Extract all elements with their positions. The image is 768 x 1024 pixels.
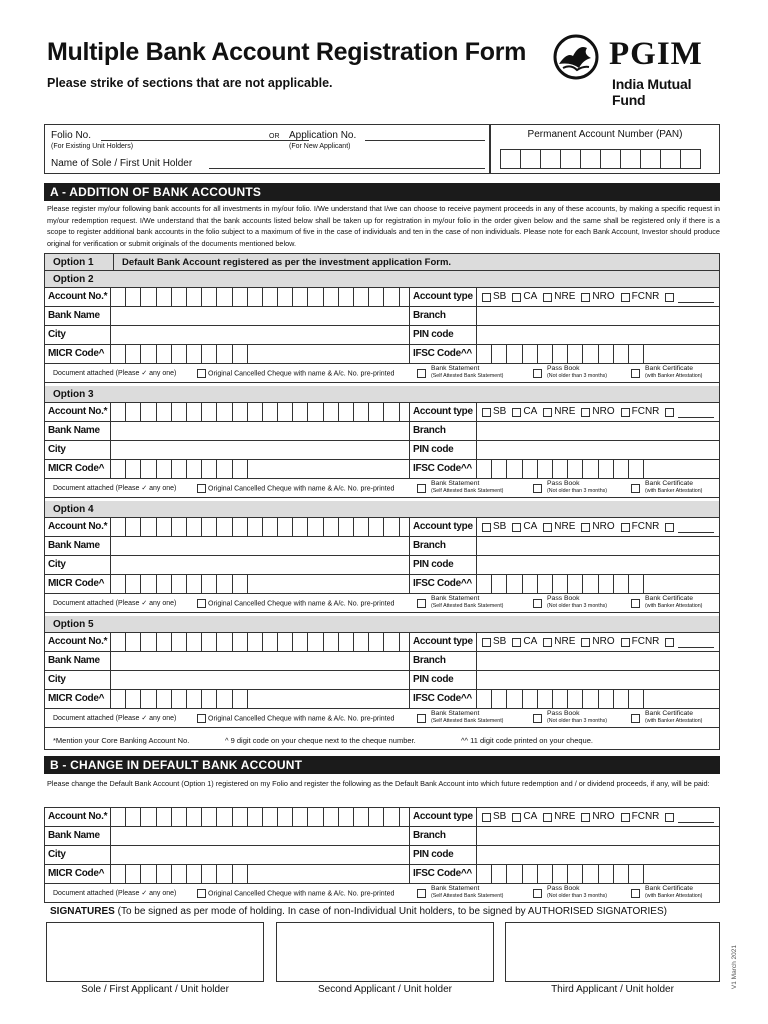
option-5-account-no-input[interactable] xyxy=(111,633,400,651)
default-bank-doc-cheque-label: Original Cancelled Cheque with name & A/c. No. pre-printed xyxy=(208,890,395,898)
option-3-type-other-checkbox[interactable] xyxy=(665,408,674,417)
option-5-doc-passbook xyxy=(547,710,607,725)
signature-label-third: Third Applicant / Unit holder xyxy=(551,984,674,995)
option-5-type-nro-checkbox[interactable] xyxy=(581,638,590,647)
option-3-doc-attached-label: Document attached (Please ✓ any one) xyxy=(53,485,177,492)
option-5-doc-certificate-note: (with Banker Attestation) xyxy=(645,717,703,724)
option-3-type-fcnr-label: FCNR xyxy=(631,406,660,417)
option-1-row xyxy=(45,254,719,271)
option-2-type-sb-checkbox[interactable] xyxy=(482,293,491,302)
option-2-account-no-label: Account No.* xyxy=(45,288,111,306)
option-5-account-row xyxy=(45,633,719,652)
option-3-type-ca-label: CA xyxy=(523,406,538,417)
option-5-doc-certificate-label: Bank Certificate xyxy=(645,710,693,717)
option-3-type-other-input[interactable] xyxy=(678,407,714,418)
option-5-type-ca-label: CA xyxy=(523,636,538,647)
option-5-row: Option 5 xyxy=(45,616,719,633)
option-4-doc-certificate xyxy=(645,595,702,610)
option-4-doc-statement-checkbox[interactable] xyxy=(417,599,426,608)
option-2-doc-cheque-checkbox[interactable] xyxy=(197,369,206,378)
page-subtitle: Please strike of sections that are not applicable. xyxy=(47,76,333,90)
option-2-doc-certificate-note: (with Banker Attestation) xyxy=(645,372,703,379)
signatures-heading-bold: SIGNATURES xyxy=(50,906,115,917)
option-4-bank-name-label: Bank Name xyxy=(45,537,111,555)
option-5-type-sb-label: SB xyxy=(493,636,507,647)
section-b-paragraph: Please change the Default Bank Account (Option 1) registered on my Folio and register the following as the Default Bank Account into which future redemption and / or dividend proceeds, if any, will be paid: xyxy=(47,779,710,788)
option-5-doc-cheque-label: Original Cancelled Cheque with name & A/c. No. pre-printed xyxy=(208,715,395,723)
option-2-type-nre-checkbox[interactable] xyxy=(543,293,552,302)
option-2-documents-row xyxy=(45,364,719,383)
option-4-account-no-label: Account No.* xyxy=(45,518,111,536)
option-3-account-no-input[interactable] xyxy=(111,403,400,421)
option-2-city-row xyxy=(45,326,719,345)
option-4-doc-statement xyxy=(431,595,503,610)
option-5-doc-attached-label: Document attached (Please ✓ any one) xyxy=(53,715,177,722)
application-input[interactable] xyxy=(365,140,485,141)
option-3-type-nre-label: NRE xyxy=(554,406,576,417)
option-5-documents-row xyxy=(45,709,719,728)
section-b-heading: B - CHANGE IN DEFAULT BANK ACCOUNT xyxy=(44,756,720,774)
option-4-doc-passbook-checkbox[interactable] xyxy=(533,599,542,608)
version-label: V1 March 2021 xyxy=(731,945,738,990)
default-bank-doc-statement-checkbox[interactable] xyxy=(417,889,426,898)
option-4-ifsc-label: IFSC Code^^ xyxy=(409,575,477,593)
option-2-code-row xyxy=(45,345,719,364)
option-5-type-nre-label: NRE xyxy=(554,636,576,647)
option-4-type-fcnr-label: FCNR xyxy=(631,521,660,532)
signatures-heading xyxy=(50,906,667,917)
signatures-heading-rest: (To be signed as per mode of holding. In case of non-Individual Unit holders, to be signed by AUTHORISED SIGNATORIES) xyxy=(117,906,667,917)
pgim-logo-icon xyxy=(553,34,599,80)
option-4-doc-statement-label: Bank Statement xyxy=(431,595,480,602)
option-5-doc-cheque-checkbox[interactable] xyxy=(197,714,206,723)
folio-box xyxy=(44,124,490,174)
option-5-doc-certificate xyxy=(645,710,702,725)
option-2-micr-input[interactable] xyxy=(111,345,248,363)
option-2-type-fcnr-label: FCNR xyxy=(631,291,660,302)
option-2-type-other-checkbox[interactable] xyxy=(665,293,674,302)
option-3-code-row xyxy=(45,460,719,479)
option-3-bank-row xyxy=(45,422,719,441)
signature-label-first: Sole / First Applicant / Unit holder xyxy=(81,984,229,995)
option-5-doc-passbook-note: (Not older than 3 months) xyxy=(547,717,608,724)
option-4-type-other-input[interactable] xyxy=(678,522,714,533)
signature-box-third[interactable] xyxy=(505,922,720,982)
option-4-doc-cheque-label: Original Cancelled Cheque with name & A/c. No. pre-printed xyxy=(208,600,395,608)
option-2-micr-label: MICR Code^ xyxy=(45,345,111,363)
option-5-type-fcnr-checkbox[interactable] xyxy=(621,638,630,647)
option-2-doc-certificate-checkbox[interactable] xyxy=(631,369,640,378)
option-2-account-type-label: Account type xyxy=(409,288,477,306)
option-5-micr-label: MICR Code^ xyxy=(45,690,111,708)
option-3-doc-certificate-label: Bank Certificate xyxy=(645,480,693,487)
option-4-code-row xyxy=(45,575,719,594)
option-3-ifsc-label: IFSC Code^^ xyxy=(409,460,477,478)
signature-box-second[interactable] xyxy=(276,922,494,982)
section-a-paragraph: Please register my/our following bank accounts for all investments in my/our folio. I/We understand that I/we can choose to receive payment proceeds in any of these accounts, by making a specific request in my/our redemption request. I/We understand that the bank accounts listed below shall be taken up for registration in my/our folio in the order given below and the same shall be registered only if there is a scope to register additional bank accounts in the folio subject to a maximum of five in the case of individuals and ten in the case of non individuals. Please note for each Bank Account, Investor should produce original for verification or submit originals of the documents mentioned below. xyxy=(47,204,720,248)
option-5-type-ca-checkbox[interactable] xyxy=(512,638,521,647)
default-bank-doc-statement-note: (Self Attested Bank Statement) xyxy=(431,892,504,899)
option-3-account-type-options xyxy=(479,403,714,421)
folio-input[interactable] xyxy=(101,140,309,141)
brand-logo xyxy=(553,34,728,108)
default-bank-type-nro-label: NRO xyxy=(592,811,615,822)
option-2-type-nre-label: NRE xyxy=(554,291,576,302)
option-2-ifsc-label: IFSC Code^^ xyxy=(409,345,477,363)
option-3-doc-passbook-label: Pass Book xyxy=(547,480,580,487)
option-2-doc-passbook-checkbox[interactable] xyxy=(533,369,542,378)
option-3-ifsc-input[interactable] xyxy=(477,460,644,478)
option-2-bank-name-label: Bank Name xyxy=(45,307,111,325)
default-bank-doc-cheque xyxy=(197,889,394,898)
option-5-micr-input[interactable] xyxy=(111,690,248,708)
option-4-type-ca-checkbox[interactable] xyxy=(512,523,521,532)
option-2-type-nro-checkbox[interactable] xyxy=(581,293,590,302)
default-bank-bank-row xyxy=(45,827,719,846)
default-bank-branch-label: Branch xyxy=(409,827,477,845)
option-5-ifsc-input[interactable] xyxy=(477,690,644,708)
option-5-doc-statement xyxy=(431,710,503,725)
option-4-doc-passbook-note: (Not older than 3 months) xyxy=(547,602,608,609)
option-3-doc-statement-checkbox[interactable] xyxy=(417,484,426,493)
section-a-table xyxy=(44,253,720,750)
option-2-city-label: City xyxy=(45,326,111,344)
option-5-account-no-label: Account No.* xyxy=(45,633,111,651)
option-2-doc-attached-label: Document attached (Please ✓ any one) xyxy=(53,370,177,377)
or-label: OR xyxy=(269,133,280,140)
default-bank-doc-certificate xyxy=(645,885,702,900)
signature-label-second: Second Applicant / Unit holder xyxy=(318,984,452,995)
option-4-city-row xyxy=(45,556,719,575)
folio-hint: (For Existing Unit Holders) xyxy=(51,143,134,150)
default-bank-type-ca-checkbox[interactable] xyxy=(512,813,521,822)
option-4-type-nro-label: NRO xyxy=(592,521,615,532)
option-3-type-nro-label: NRO xyxy=(592,406,615,417)
section-b-table xyxy=(44,807,720,903)
option-3-doc-cheque-label: Original Cancelled Cheque with name & A/c. No. pre-printed xyxy=(208,485,395,493)
default-bank-type-nre-checkbox[interactable] xyxy=(543,813,552,822)
default-bank-type-nro-checkbox[interactable] xyxy=(581,813,590,822)
option-4-city-label: City xyxy=(45,556,111,574)
default-bank-doc-statement xyxy=(431,885,503,900)
option-2-row: Option 2 xyxy=(45,271,719,288)
option-3-doc-certificate-note: (with Banker Attestation) xyxy=(645,487,703,494)
option-2-type-ca-checkbox[interactable] xyxy=(512,293,521,302)
option-3-account-no-label: Account No.* xyxy=(45,403,111,421)
option-4-doc-attached-label: Document attached (Please ✓ any one) xyxy=(53,600,177,607)
option-3-doc-statement xyxy=(431,480,503,495)
default-bank-type-fcnr-checkbox[interactable] xyxy=(621,813,630,822)
option-3-branch-label: Branch xyxy=(409,422,477,440)
footnote-ifsc: ^^ 11 digit code printed on your cheque. xyxy=(461,736,593,745)
option-5-bank-row xyxy=(45,652,719,671)
option-2-bank-row xyxy=(45,307,719,326)
option-4-doc-passbook xyxy=(547,595,607,610)
option-2-doc-cheque xyxy=(197,369,394,378)
option-3-doc-passbook-note: (Not older than 3 months) xyxy=(547,487,608,494)
option-2-ifsc-input[interactable] xyxy=(477,345,644,363)
option-2-account-no-input[interactable] xyxy=(111,288,400,306)
option-5-doc-certificate-checkbox[interactable] xyxy=(631,714,640,723)
default-bank-pin-label: PIN code xyxy=(409,846,477,864)
signature-box-first[interactable] xyxy=(46,922,264,982)
default-bank-ifsc-label: IFSC Code^^ xyxy=(409,865,477,883)
option-4-doc-statement-note: (Self Attested Bank Statement) xyxy=(431,602,504,609)
option-2-doc-passbook-note: (Not older than 3 months) xyxy=(547,372,608,379)
option-4-account-type-label: Account type xyxy=(409,518,477,536)
option-4-account-type-options xyxy=(479,518,714,536)
default-bank-doc-passbook-checkbox[interactable] xyxy=(533,889,542,898)
option-5-doc-passbook-checkbox[interactable] xyxy=(533,714,542,723)
option-2-doc-certificate-label: Bank Certificate xyxy=(645,365,693,372)
option-4-doc-cheque xyxy=(197,599,394,608)
default-bank-bank-name-label: Bank Name xyxy=(45,827,111,845)
option-4-bank-row xyxy=(45,537,719,556)
option-2-doc-statement xyxy=(431,365,503,380)
default-bank-doc-certificate-label: Bank Certificate xyxy=(645,885,693,892)
option-4-account-row xyxy=(45,518,719,537)
option-2-account-type-options xyxy=(479,288,714,306)
default-bank-documents-row xyxy=(45,884,719,903)
pan-box xyxy=(490,124,720,174)
option-5-type-nre-checkbox[interactable] xyxy=(543,638,552,647)
option-4-doc-certificate-note: (with Banker Attestation) xyxy=(645,602,703,609)
option-5-code-row xyxy=(45,690,719,709)
default-bank-code-row xyxy=(45,865,719,884)
default-bank-ifsc-input[interactable] xyxy=(477,865,644,883)
option-3-account-row xyxy=(45,403,719,422)
option-3-row: Option 3 xyxy=(45,386,719,403)
logo-name: PGIM xyxy=(609,36,703,72)
footnote-micr: ^ 9 digit code on your cheque next to the cheque number. xyxy=(225,736,416,745)
default-bank-account-no-label: Account No.* xyxy=(45,808,111,826)
option-5-branch-label: Branch xyxy=(409,652,477,670)
option-4-type-nro-checkbox[interactable] xyxy=(581,523,590,532)
option-5-account-type-label: Account type xyxy=(409,633,477,651)
option-2-doc-statement-note: (Self Attested Bank Statement) xyxy=(431,372,504,379)
option-4-type-sb-checkbox[interactable] xyxy=(482,523,491,532)
option-2-type-ca-label: CA xyxy=(523,291,538,302)
option-4-type-nre-label: NRE xyxy=(554,521,576,532)
option-5-city-label: City xyxy=(45,671,111,689)
option-3-type-ca-checkbox[interactable] xyxy=(512,408,521,417)
option-2-doc-passbook-label: Pass Book xyxy=(547,365,580,372)
default-bank-doc-cheque-checkbox[interactable] xyxy=(197,889,206,898)
option-3-micr-label: MICR Code^ xyxy=(45,460,111,478)
option-3-type-fcnr-checkbox[interactable] xyxy=(621,408,630,417)
default-bank-account-row xyxy=(45,808,719,827)
option-3-micr-input[interactable] xyxy=(111,460,248,478)
default-bank-type-sb-label: SB xyxy=(493,811,507,822)
default-bank-city-label: City xyxy=(45,846,111,864)
default-bank-city-row xyxy=(45,846,719,865)
name-label: Name of Sole / First Unit Holder xyxy=(51,158,193,169)
name-input[interactable] xyxy=(209,168,485,169)
option-3-type-nre-checkbox[interactable] xyxy=(543,408,552,417)
option-5-ifsc-label: IFSC Code^^ xyxy=(409,690,477,708)
default-bank-type-other-checkbox[interactable] xyxy=(665,813,674,822)
option-2-doc-statement-label: Bank Statement xyxy=(431,365,480,372)
option-3-city-row xyxy=(45,441,719,460)
default-bank-account-type-options xyxy=(479,808,714,826)
option-5-type-sb-checkbox[interactable] xyxy=(482,638,491,647)
option-4-ifsc-input[interactable] xyxy=(477,575,644,593)
option-4-type-ca-label: CA xyxy=(523,521,538,532)
option-3-doc-passbook-checkbox[interactable] xyxy=(533,484,542,493)
option-3-type-nro-checkbox[interactable] xyxy=(581,408,590,417)
option-4-doc-passbook-label: Pass Book xyxy=(547,595,580,602)
option-4-pin-label: PIN code xyxy=(409,556,477,574)
option-5-bank-name-label: Bank Name xyxy=(45,652,111,670)
option-5-city-row xyxy=(45,671,719,690)
application-label: Application No. xyxy=(289,130,357,141)
option-4-doc-certificate-label: Bank Certificate xyxy=(645,595,693,602)
option-4-type-other-checkbox[interactable] xyxy=(665,523,674,532)
option-3-doc-certificate-checkbox[interactable] xyxy=(631,484,640,493)
option-5-doc-statement-label: Bank Statement xyxy=(431,710,480,717)
pan-label: Permanent Account Number (PAN) xyxy=(527,129,683,140)
default-bank-doc-certificate-checkbox[interactable] xyxy=(631,889,640,898)
default-bank-type-fcnr-label: FCNR xyxy=(631,811,660,822)
option-3-city-label: City xyxy=(45,441,111,459)
option-3-doc-passbook xyxy=(547,480,607,495)
option-3-doc-cheque-checkbox[interactable] xyxy=(197,484,206,493)
option-3-doc-certificate xyxy=(645,480,702,495)
option-2-account-row xyxy=(45,288,719,307)
option-5-doc-statement-checkbox[interactable] xyxy=(417,714,426,723)
option-3-documents-row xyxy=(45,479,719,498)
application-hint: (For New Applicant) xyxy=(289,143,351,150)
option-4-micr-input[interactable] xyxy=(111,575,248,593)
option-5-type-other-checkbox[interactable] xyxy=(665,638,674,647)
default-bank-type-sb-checkbox[interactable] xyxy=(482,813,491,822)
option-3-pin-label: PIN code xyxy=(409,441,477,459)
default-bank-account-no-input[interactable] xyxy=(111,808,400,826)
option-3-doc-cheque xyxy=(197,484,394,493)
option-2-type-other-input[interactable] xyxy=(678,292,714,303)
option-5-doc-passbook-label: Pass Book xyxy=(547,710,580,717)
option-5-type-fcnr-label: FCNR xyxy=(631,636,660,647)
footnote-row xyxy=(45,731,719,750)
option-5-doc-statement-note: (Self Attested Bank Statement) xyxy=(431,717,504,724)
option-5-pin-label: PIN code xyxy=(409,671,477,689)
option-3-doc-statement-label: Bank Statement xyxy=(431,480,480,487)
default-bank-micr-input[interactable] xyxy=(111,865,248,883)
option-1-label: Option 1 xyxy=(53,254,114,271)
section-a-heading: A - ADDITION OF BANK ACCOUNTS xyxy=(44,183,720,201)
option-4-doc-cheque-checkbox[interactable] xyxy=(197,599,206,608)
option-4-doc-certificate-checkbox[interactable] xyxy=(631,599,640,608)
option-4-type-fcnr-checkbox[interactable] xyxy=(621,523,630,532)
default-bank-doc-attached-label: Document attached (Please ✓ any one) xyxy=(53,890,177,897)
option-4-type-nre-checkbox[interactable] xyxy=(543,523,552,532)
option-5-account-type-options xyxy=(479,633,714,651)
option-2-pin-label: PIN code xyxy=(409,326,477,344)
option-1-desc: Default Bank Account registered as per the investment application Form. xyxy=(122,257,452,268)
option-3-doc-statement-note: (Self Attested Bank Statement) xyxy=(431,487,504,494)
default-bank-type-other-input[interactable] xyxy=(678,812,714,823)
default-bank-type-nre-label: NRE xyxy=(554,811,576,822)
option-5-doc-cheque xyxy=(197,714,394,723)
default-bank-type-ca-label: CA xyxy=(523,811,538,822)
option-5-type-nro-label: NRO xyxy=(592,636,615,647)
option-2-type-nro-label: NRO xyxy=(592,291,615,302)
footnote-core-banking: *Mention your Core Banking Account No. xyxy=(53,736,190,745)
option-2-branch-label: Branch xyxy=(409,307,477,325)
default-bank-doc-passbook xyxy=(547,885,607,900)
option-4-branch-label: Branch xyxy=(409,537,477,555)
option-2-doc-statement-checkbox[interactable] xyxy=(417,369,426,378)
option-3-bank-name-label: Bank Name xyxy=(45,422,111,440)
option-3-account-type-label: Account type xyxy=(409,403,477,421)
option-4-documents-row xyxy=(45,594,719,613)
option-4-type-sb-label: SB xyxy=(493,521,507,532)
pan-input[interactable] xyxy=(500,149,701,169)
default-bank-doc-passbook-note: (Not older than 3 months) xyxy=(547,892,608,899)
option-2-type-fcnr-checkbox[interactable] xyxy=(621,293,630,302)
default-bank-account-type-label: Account type xyxy=(409,808,477,826)
option-3-type-sb-checkbox[interactable] xyxy=(482,408,491,417)
folio-label: Folio No. xyxy=(51,130,92,141)
default-bank-doc-statement-label: Bank Statement xyxy=(431,885,480,892)
option-4-row: Option 4 xyxy=(45,501,719,518)
default-bank-doc-certificate-note: (with Banker Attestation) xyxy=(645,892,703,899)
option-4-account-no-input[interactable] xyxy=(111,518,400,536)
option-5-type-other-input[interactable] xyxy=(678,637,714,648)
option-4-micr-label: MICR Code^ xyxy=(45,575,111,593)
default-bank-micr-label: MICR Code^ xyxy=(45,865,111,883)
page-title: Multiple Bank Account Registration Form xyxy=(47,38,527,66)
option-2-doc-cheque-label: Original Cancelled Cheque with name & A/c. No. pre-printed xyxy=(208,370,395,378)
logo-subtitle: India Mutual Fund xyxy=(612,76,692,108)
default-bank-doc-passbook-label: Pass Book xyxy=(547,885,580,892)
option-3-type-sb-label: SB xyxy=(493,406,507,417)
option-2-type-sb-label: SB xyxy=(493,291,507,302)
option-2-doc-certificate xyxy=(645,365,702,380)
option-2-doc-passbook xyxy=(547,365,607,380)
